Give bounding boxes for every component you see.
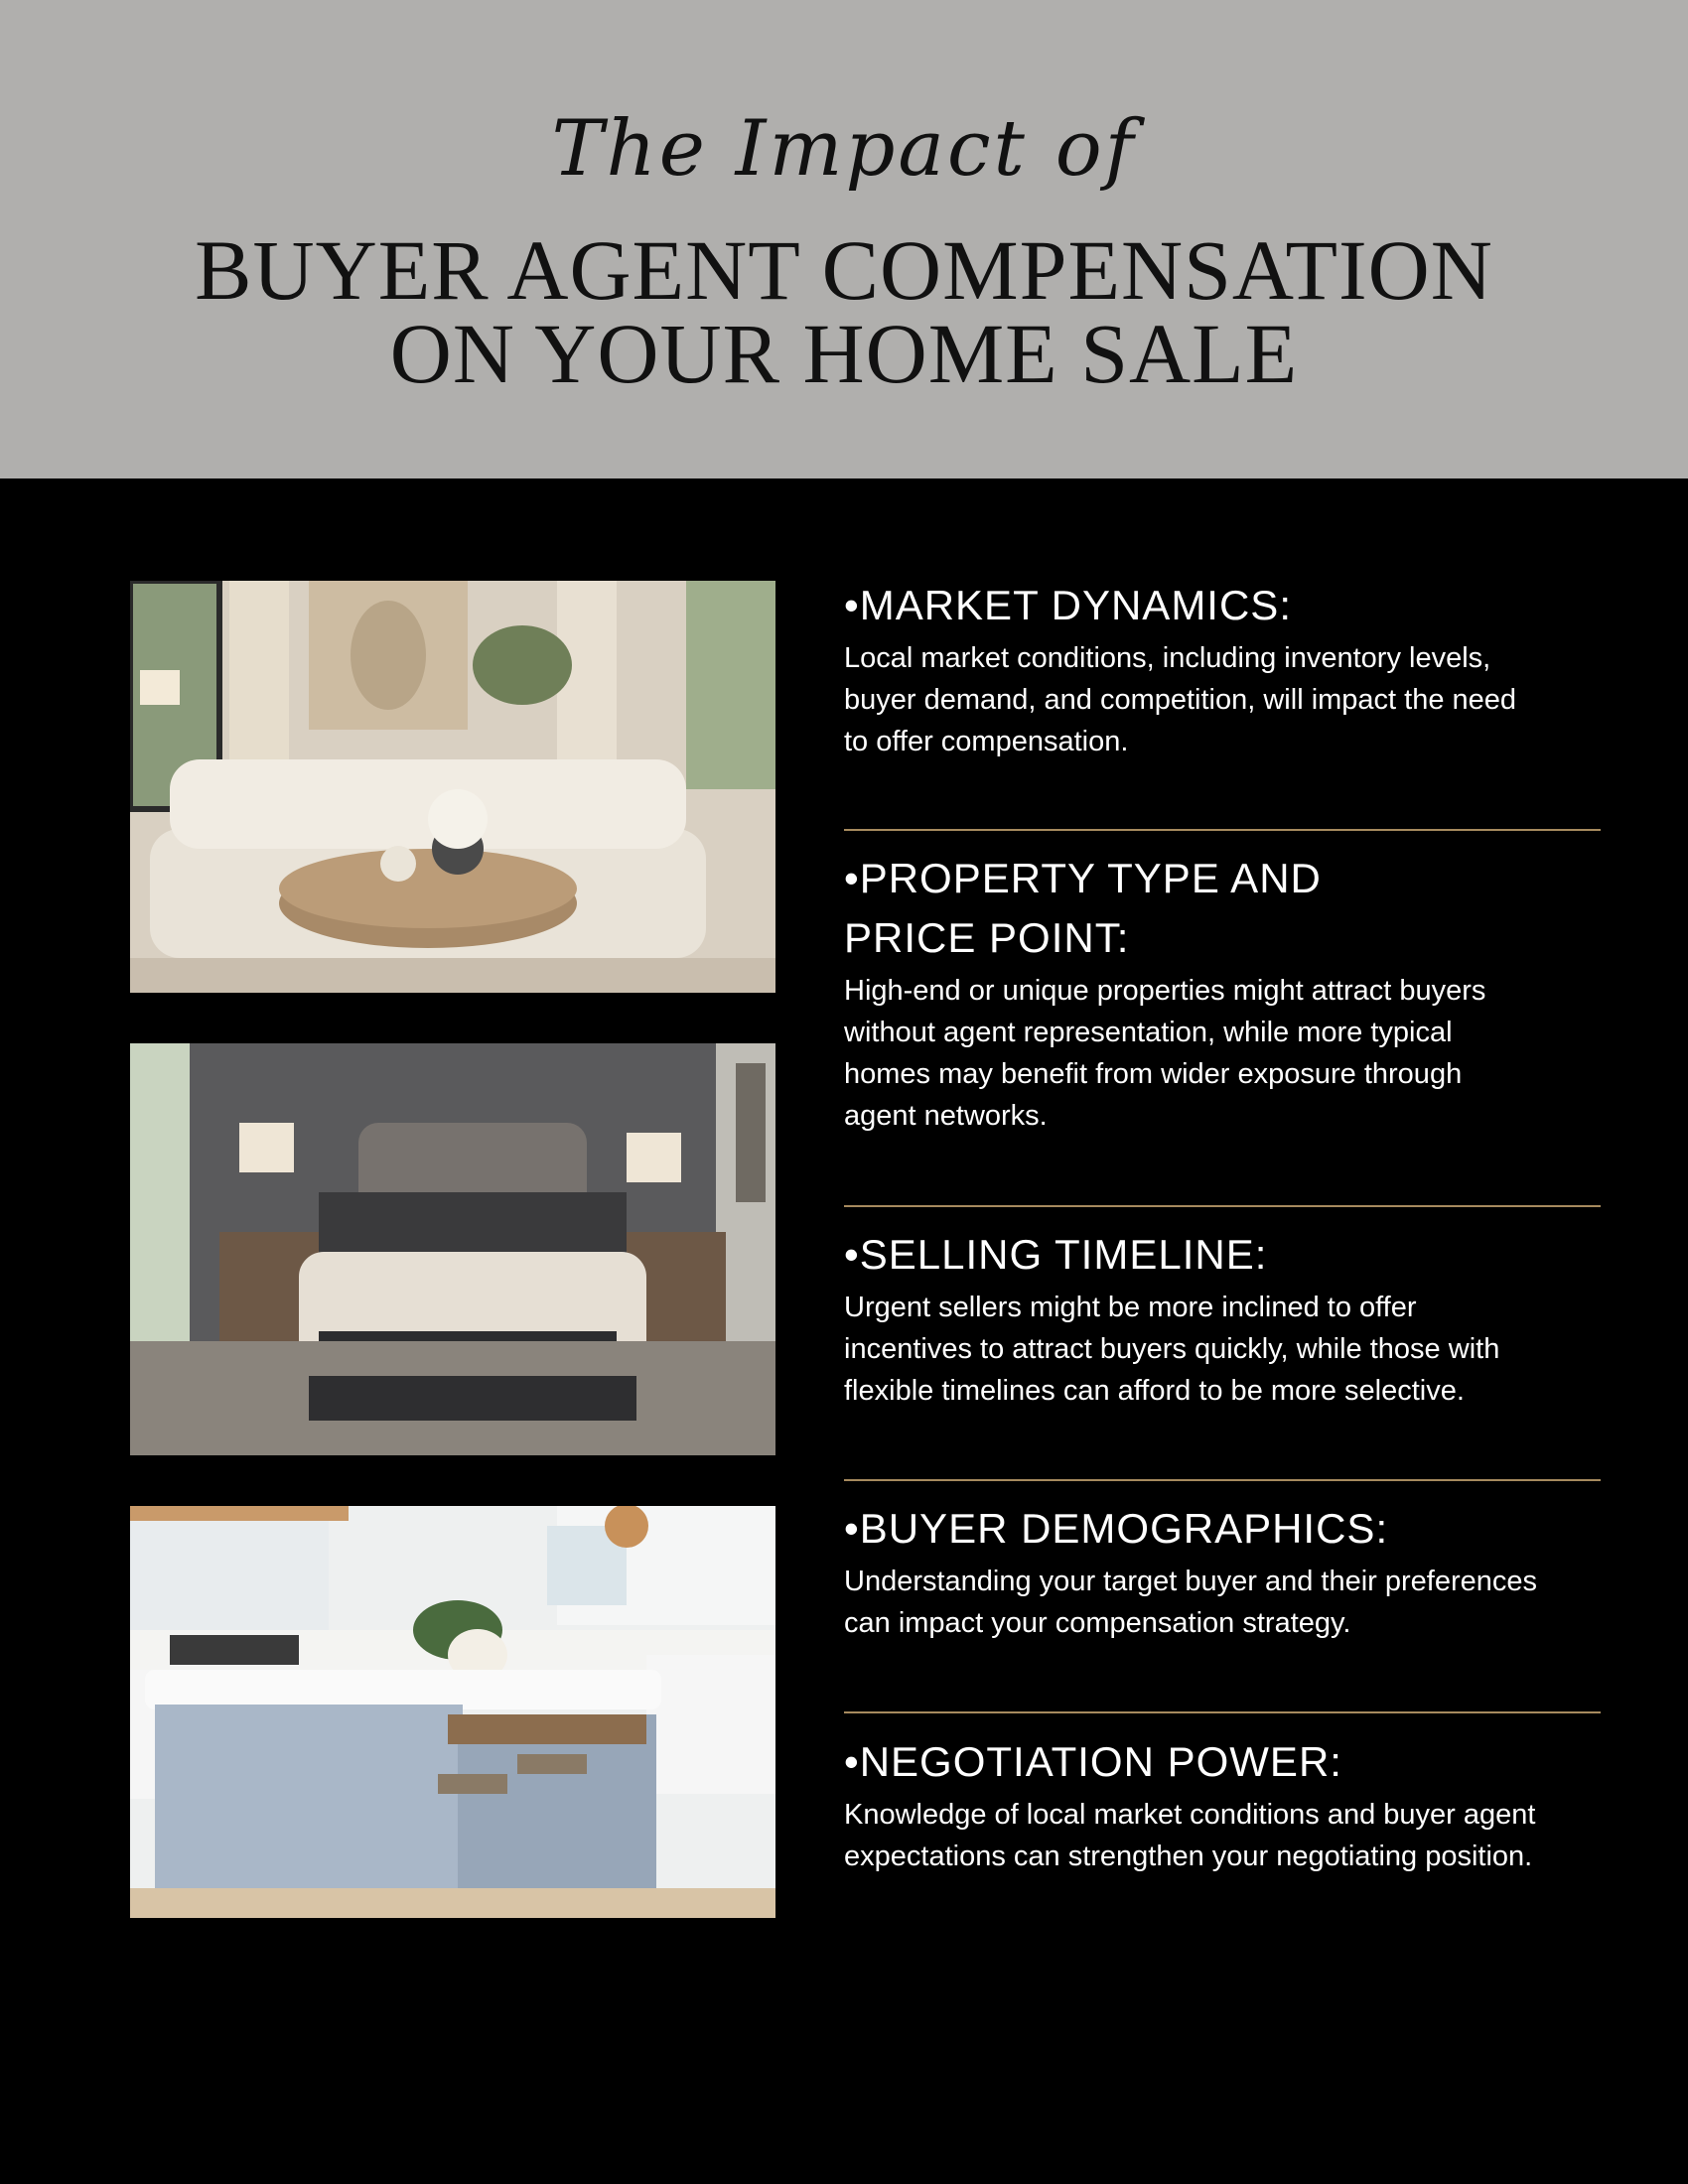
living-room-photo bbox=[130, 581, 775, 993]
section-heading: •MARKET DYNAMICS: bbox=[844, 582, 1292, 628]
section-buyer-demographics bbox=[844, 1499, 1601, 1644]
section-body: Local market conditions, including inventory levels, buyer demand, and competition, will impact the need to offer compensation. bbox=[844, 642, 1517, 757]
section-divider bbox=[844, 829, 1601, 831]
section-negotiation-power bbox=[844, 1732, 1601, 1877]
header-banner bbox=[0, 0, 1688, 478]
section-body: Understanding your target buyer and their preferences can impact your compensation strategy. bbox=[844, 1566, 1538, 1639]
section-divider bbox=[844, 1711, 1601, 1713]
bedroom-photo bbox=[130, 1043, 775, 1455]
section-heading: •PROPERTY TYPE AND PRICE POINT: bbox=[844, 855, 1322, 961]
section-heading: •SELLING TIMELINE: bbox=[844, 1231, 1268, 1278]
section-heading: •BUYER DEMOGRAPHICS: bbox=[844, 1505, 1389, 1552]
section-body: Urgent sellers might be more inclined to offer incentives to attract buyers quickly, while those with flexible timelines can afford to be more selective. bbox=[844, 1292, 1500, 1407]
kitchen-photo bbox=[130, 1506, 775, 1918]
section-market-dynamics bbox=[844, 576, 1601, 762]
page-title bbox=[0, 222, 1688, 401]
section-divider bbox=[844, 1205, 1601, 1207]
section-heading: •NEGOTIATION POWER: bbox=[844, 1738, 1342, 1785]
section-body: Knowledge of local market conditions and buyer agent expectations can strengthen your negotiating position. bbox=[844, 1799, 1536, 1872]
section-body: High-end or unique properties might attract buyers without agent representation, while more typical homes may benefit from wider exposure through agent networks. bbox=[844, 975, 1486, 1132]
title-line-2: ON YOUR HOME SALE bbox=[389, 306, 1299, 401]
script-title: The Impact of bbox=[551, 104, 1137, 194]
section-property-type bbox=[844, 849, 1601, 1137]
title-line-1: BUYER AGENT COMPENSATION bbox=[195, 222, 1493, 318]
section-selling-timeline bbox=[844, 1225, 1601, 1412]
section-divider bbox=[844, 1479, 1601, 1481]
